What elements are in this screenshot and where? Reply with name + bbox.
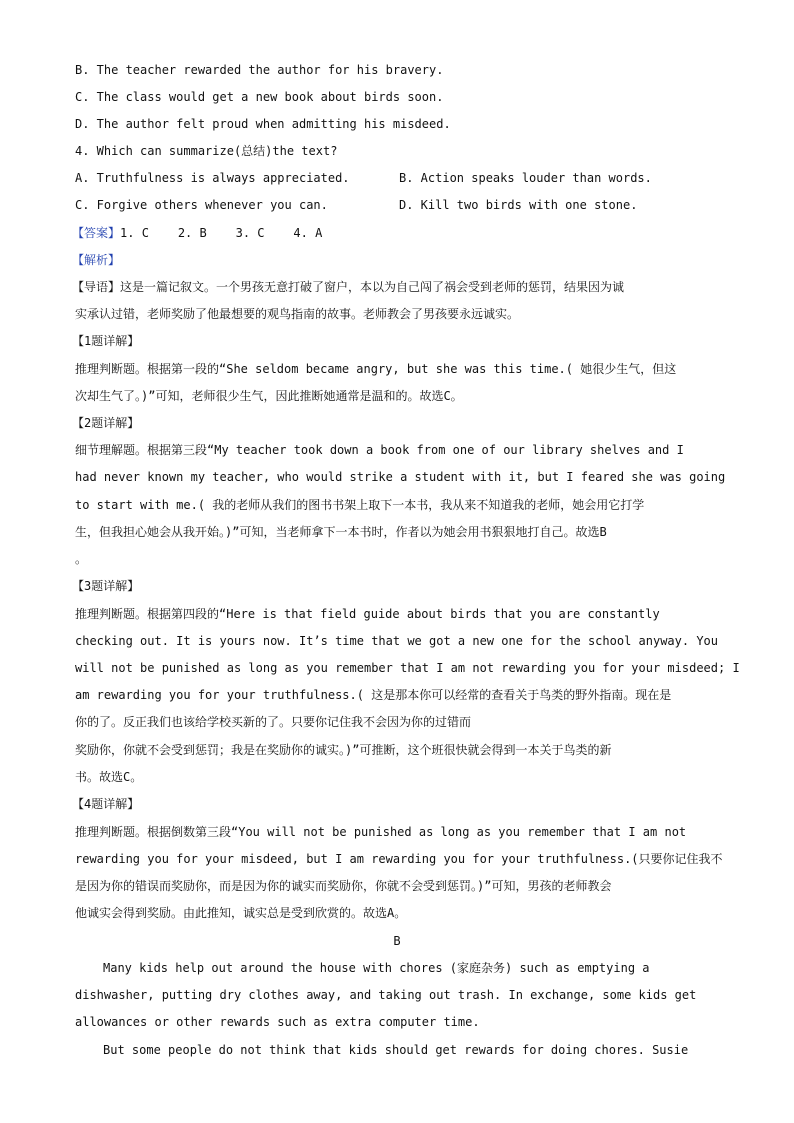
detail-3-line-7: 书。故选C。 — [75, 770, 143, 784]
detail-2-line-2: had never known my teacher, who would strike a student with it, but I feared she was going — [75, 470, 726, 484]
q3-option-b: B. The teacher rewarded the author for his bravery. — [75, 63, 444, 77]
passage-b-p1-line-1: Many kids help out around the house with chores (家庭杂务) such as emptying a — [103, 961, 650, 975]
detail-4-line-2: rewarding you for your misdeed, but I am rewarding you for your truthfulness.(只要你记住我不 — [75, 852, 723, 866]
detail-3-line-3: will not be punished as long as you remember that I am not rewarding you for your misdeed; I — [75, 661, 740, 675]
analysis-label-text: 【解析】 — [72, 253, 121, 267]
detail-1-line-1: 推理判断题。根据第一段的“She seldom became angry, but she was this time.( 她很少生气，但这 — [75, 362, 677, 376]
guide-line-2: 实承认过错，老师奖励了他最想要的观鸟指南的故事。老师教会了男孩要永远诚实。 — [75, 307, 520, 321]
answer-label: 【答案】 — [72, 226, 121, 240]
q3-option-d: D. The author felt proud when admitting his misdeed. — [75, 117, 451, 131]
detail-3-line-4: am rewarding you for your truthfulness.( 这是那本你可以经常的查看关于鸟类的野外指南。现在是 — [75, 688, 672, 702]
guide-line-1 — [72, 279, 722, 295]
q3-option-c: C. The class would get a new book about birds soon. — [75, 90, 444, 104]
q4-option-d: D. Kill two birds with one stone. — [399, 198, 638, 212]
q4-option-b: B. Action speaks louder than words. — [399, 171, 652, 185]
detail-2-line-5: 。 — [75, 552, 88, 566]
guide-label: 【导语】 — [72, 280, 121, 294]
detail-4-line-4: 他诚实会得到奖励。由此推知，诚实总是受到欣赏的。故选A。 — [75, 906, 407, 920]
detail-4-heading: 【4题详解】 — [72, 797, 140, 811]
answer-line — [72, 225, 722, 241]
q4-option-c: C. Forgive others whenever you can. — [75, 198, 328, 212]
analysis-label — [72, 252, 722, 268]
detail-3-line-5: 你的了。反正我们也该给学校买新的了。只要你记住我不会因为你的过错而 — [75, 715, 472, 729]
detail-2-line-4: 生，但我担心她会从我开始。)”可知，当老师拿下一本书时，作者以为她会用书狠狠地打自己。故选B — [75, 525, 607, 539]
detail-3-line-1: 推理判断题。根据第四段的“Here is that field guide about birds that you are constantly — [75, 607, 660, 621]
detail-2-heading: 【2题详解】 — [72, 416, 140, 430]
passage-b-p2-line-1: But some people do not think that kids should get rewards for doing chores. Susie — [103, 1043, 689, 1057]
guide-text-1: 这是一篇记叙文。一个男孩无意打破了窗户，本以为自己闯了祸会受到老师的惩罚，结果因为诚 — [120, 280, 625, 294]
detail-3-heading: 【3题详解】 — [72, 579, 140, 593]
detail-3-line-2: checking out. It is yours now. It’s time that we got a new one for the school anyway. You — [75, 634, 718, 648]
passage-b-p1-line-2: dishwasher, putting dry clothes away, and taking out trash. In exchange, some kids get — [75, 988, 697, 1002]
passage-b-p1-line-3: allowances or other rewards such as extra computer time. — [75, 1015, 480, 1029]
detail-1-line-2: 次却生气了。)”可知，老师很少生气，因此推断她通常是温和的。故选C。 — [75, 389, 463, 403]
q4-question: 4. Which can summarize(总结)the text? — [75, 144, 338, 158]
section-b-heading: B — [393, 934, 401, 948]
detail-2-line-3: to start with me.( 我的老师从我们的图书书架上取下一本书，我从来不知道我的老师，她会用它打学 — [75, 498, 645, 512]
detail-4-line-3: 是因为你的错误而奖励你，而是因为你的诚实而奖励你，你就不会受到惩罚。)”可知，男孩的老师教会 — [75, 879, 612, 893]
detail-2-line-1: 细节理解题。根据第三段“My teacher took down a book from one of our library shelves and I — [75, 443, 684, 457]
detail-1-heading: 【1题详解】 — [72, 334, 140, 348]
answer-values: 1. C 2. B 3. C 4. A — [120, 226, 323, 240]
q4-option-a: A. Truthfulness is always appreciated. — [75, 171, 350, 185]
detail-3-line-6: 奖励你，你就不会受到惩罚；我是在奖励你的诚实。)”可推断，这个班很快就会得到一本关于鸟类的新 — [75, 743, 612, 757]
detail-4-line-1: 推理判断题。根据倒数第三段“You will not be punished as long as you remember that I am not — [75, 825, 687, 839]
